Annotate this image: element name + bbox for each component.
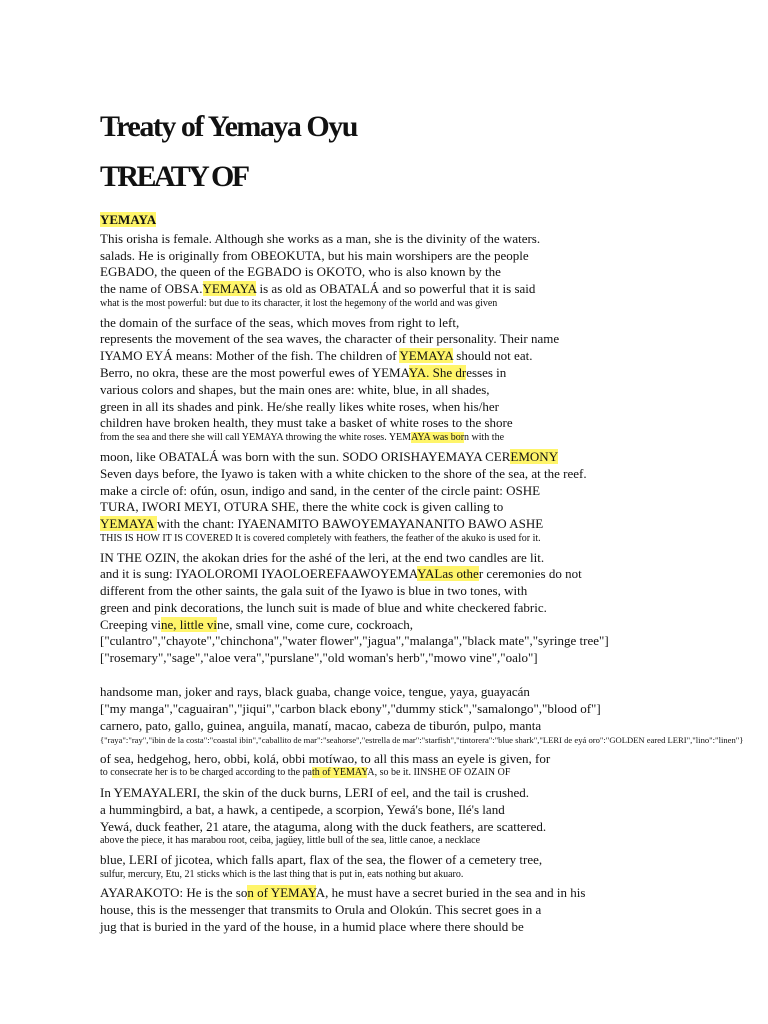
line-text: {"raya":"ray","ibin de la costa":"coastal ibin","caballito de mar":"seahorse","estrella de mar":"starfish","tintorera":"blue shark","LERI de eyá oro":"GOLDEN eared LERI","lino":"linen"}	[100, 735, 744, 745]
line-text: what is the most powerful: but due to its character, it lost the hegemony of the world and was given	[100, 298, 498, 309]
text-line	[100, 249, 529, 262]
text-line	[100, 366, 506, 379]
text-line	[100, 920, 524, 933]
line-text: THIS IS HOW IT IS COVERED It is covered completely with feathers, the feather of the akuko is used for it.	[100, 533, 541, 544]
highlighted-text: AYA was bor	[411, 432, 465, 443]
text-line	[100, 870, 463, 880]
line-text: is as old as OBATALÁ and so powerful that it is said	[256, 281, 536, 296]
line-text: AYARAKOTO: He is the so	[100, 885, 248, 900]
line-text: carnero, pato, gallo, guinea, anguila, manatí, macao, cabeza de tiburón, pulpo, manta	[100, 718, 542, 733]
document-subtitle: TREATY OF	[100, 160, 248, 193]
text-line	[100, 651, 538, 664]
document-title: Treaty of Yemaya Oyu	[100, 110, 357, 143]
text-line	[100, 534, 541, 544]
text-line	[100, 634, 609, 647]
line-text: above the piece, it has marabou root, ceiba, jagüey, little bull of the sea, little canoe, a necklace	[100, 835, 481, 846]
text-line	[100, 265, 501, 278]
text-line	[100, 803, 505, 816]
line-text: sulfur, mercury, Etu, 21 sticks which is the last thing that is put in, eats nothing but akuaro.	[100, 869, 464, 880]
highlighted-text: EMONY	[510, 449, 559, 464]
line-text: and it is sung: IYAOLOROMI IYAOLOEREFAAWOYEMA	[100, 566, 418, 581]
line-text: blue, LERI of jicotea, which falls apart, flax of the sea, the flower of a cemetery tree,	[100, 852, 543, 867]
line-text: various colors and shapes, but the main ones are: white, blue, in all shades,	[100, 382, 490, 397]
text-line	[100, 416, 513, 429]
highlighted-text: n of YEMAY	[247, 885, 316, 900]
text-line	[100, 836, 480, 846]
line-text: different from the other saints, the gala suit of the Iyawo is blue in two tones, with	[100, 583, 528, 598]
line-text: Seven days before, the Iyawo is taken with a white chicken to the shore of the sea, at the reef.	[100, 466, 587, 481]
text-line	[100, 702, 601, 715]
line-text: from the sea and there she will call YEMAYA throwing the white roses. YEM	[100, 432, 412, 443]
line-text: moon, like OBATALÁ was born with the sun. SODO ORISHAYEMAYA CER	[100, 449, 511, 464]
text-line	[100, 567, 582, 580]
text-line	[100, 517, 543, 530]
text-line	[100, 400, 499, 413]
line-text: IN THE OZIN, the akokan dries for the ashé of the leri, at the end two candles are lit.	[100, 550, 545, 565]
line-text: represents the movement of the sea waves, the character of their personality. Their name	[100, 331, 560, 346]
line-text: jug that is buried in the yard of the house, in a humid place where there should be	[100, 919, 524, 934]
line-text: This orisha is female. Although she works as a man, she is the divinity of the waters.	[100, 231, 541, 246]
text-line	[100, 736, 743, 745]
text-line	[100, 886, 585, 899]
line-text: A, so be it. IINSHE OF OZAIN OF	[367, 767, 511, 778]
text-line	[100, 299, 497, 309]
text-line	[100, 903, 541, 916]
text-line	[100, 853, 542, 866]
text-line	[100, 618, 413, 631]
highlighted-text: YALas othe	[417, 566, 479, 581]
line-text: Creeping vi	[100, 617, 162, 632]
text-line	[100, 786, 529, 799]
text-line	[100, 820, 546, 833]
text-line	[100, 551, 544, 564]
line-text: handsome man, joker and rays, black guaba, change voice, tengue, yaya, guayacán	[100, 684, 530, 699]
line-text: ne, small vine, come cure, cockroach,	[216, 617, 413, 632]
line-text: salads. He is originally from OBEOKUTA, but his main worshipers are the people	[100, 248, 529, 263]
text-line	[100, 332, 559, 345]
highlighted-text: YEMAYA	[100, 212, 157, 227]
line-text: the domain of the surface of the seas, which moves from right to left,	[100, 315, 460, 330]
text-line	[100, 719, 541, 732]
text-line	[100, 685, 530, 698]
line-text: TURA, IWORI MEYI, OTURA SHE, there the white cock is given calling to	[100, 499, 504, 514]
highlighted-text: ne, little vi	[161, 617, 217, 632]
text-line	[100, 282, 535, 295]
line-text: a hummingbird, a bat, a hawk, a centipede, a scorpion, Yewá's bone, Ilé's land	[100, 802, 505, 817]
highlighted-text: th of YEMAY	[311, 767, 368, 778]
highlighted-text: YEMAYA	[100, 516, 157, 531]
line-text: ["culantro","chayote","chinchona","water flower","jagua","malanga","black mate","syringe tree"]	[100, 633, 609, 648]
text-line	[100, 349, 532, 362]
line-text: of sea, hedgehog, hero, obbi, kolá, obbi motíwao, to all this mass an eyele is given, for	[100, 751, 551, 766]
line-text: Berro, no okra, these are the most powerful ewes of YEMA	[100, 365, 409, 380]
line-text: green and pink decorations, the lunch suit is made of blue and white checkered fabric.	[100, 600, 547, 615]
text-line	[100, 584, 527, 597]
line-text: Yewá, duck feather, 21 atare, the ataguma, along with the duck feathers, are scattered.	[100, 819, 547, 834]
line-text: make a circle of: ofún, osun, indigo and sand, in the center of the circle paint: OSHE	[100, 483, 541, 498]
text-line	[100, 383, 490, 396]
line-text: the name of OBSA.	[100, 281, 203, 296]
text-line	[100, 752, 550, 765]
line-text: children have broken health, they must take a basket of white roses to the shore	[100, 415, 513, 430]
text-line	[100, 768, 510, 778]
highlighted-text: YA. She dr	[408, 365, 467, 380]
text-line	[100, 213, 156, 226]
line-text: house, this is the messenger that transmits to Orula and Olokún. This secret goes in a	[100, 902, 542, 917]
text-line	[100, 433, 504, 443]
text-line	[100, 316, 459, 329]
line-text: IYAMO EYÁ means: Mother of the fish. The children of	[100, 348, 400, 363]
highlighted-text: YEMAYA	[399, 348, 454, 363]
text-line	[100, 484, 540, 497]
text-line	[100, 500, 503, 513]
text-line	[100, 232, 540, 245]
line-text: ["rosemary","sage","aloe vera","purslane","old woman's herb","mowo vine","oalo"]	[100, 650, 538, 665]
line-text: should not eat.	[453, 348, 533, 363]
line-text: n with the	[464, 432, 505, 443]
line-text: ["my manga","caguairan","jiqui","carbon black ebony","dummy stick","samalongo","blood of"]	[100, 701, 601, 716]
highlighted-text: YEMAYA	[202, 281, 257, 296]
line-text: In YEMAYALERI, the skin of the duck burns, LERI of eel, and the tail is crushed.	[100, 785, 530, 800]
text-line	[100, 467, 587, 480]
line-text: green in all its shades and pink. He/she really likes white roses, when his/her	[100, 399, 499, 414]
line-text: to consecrate her is to be charged according to the pa	[100, 767, 312, 778]
text-line	[100, 450, 558, 463]
text-line	[100, 601, 547, 614]
line-text: with the chant: IYAENAMITO BAWOYEMAYANANITO BAWO ASHE	[156, 516, 544, 531]
line-text: esses in	[466, 365, 507, 380]
line-text: r ceremonies do not	[478, 566, 582, 581]
line-text: A, he must have a secret buried in the sea and in his	[315, 885, 586, 900]
line-text: EGBADO, the queen of the EGBADO is OKOTO, who is also known by the	[100, 264, 501, 279]
